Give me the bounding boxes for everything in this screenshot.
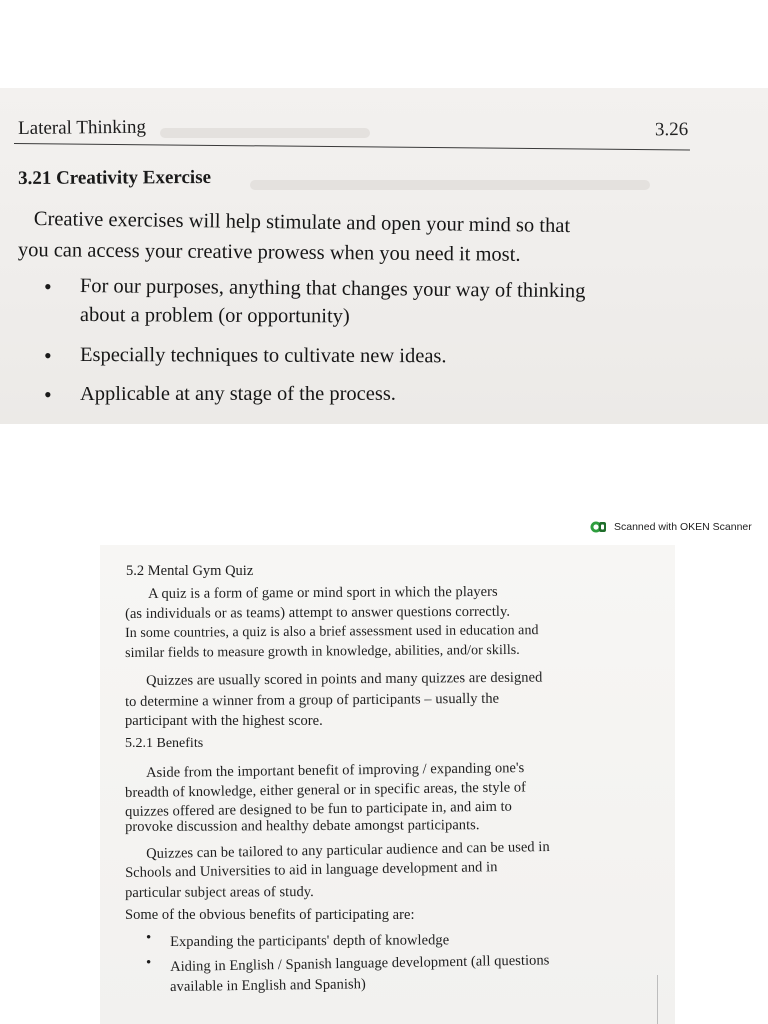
paragraph-line: Aside from the important benefit of improving / expanding one's (146, 760, 525, 781)
subsection-heading: 5.2.1 Benefits (125, 736, 204, 751)
top-scanned-page (0, 88, 768, 424)
paragraph-line: Quizzes are usually scored in points and many quizzes are designed (146, 669, 543, 689)
list-item: Expanding the participants' depth of knowledge (170, 932, 450, 950)
scanner-watermark (590, 518, 752, 536)
bullet-icon: • (44, 274, 52, 299)
bullet-item: Especially techniques to cultivate new ideas. (79, 344, 447, 368)
paragraph-line: Quizzes can be tailored to any particular audience and can be used in (146, 838, 550, 862)
intro-line: you can access your creative prowess when you need it most. (17, 239, 521, 266)
paragraph-line: breadth of knowledge, either general or in specific areas, the style of (125, 779, 527, 801)
paragraph-line: Schools and Universities to aid in language development and in (125, 859, 498, 881)
paragraph-line: provoke discussion and healthy debate amongst participants. (125, 817, 480, 835)
running-title: Lateral Thinking (18, 116, 147, 139)
scanner-label: Scanned with OKEN Scanner (614, 521, 752, 533)
intro-line: Creative exercises will help stimulate and open your mind so that (33, 208, 571, 238)
bullet-item-continued: about a problem (or opportunity) (79, 304, 350, 328)
list-item-continued: available in English and Spanish) (170, 976, 366, 995)
section-title: 3.21 Creativity Exercise (18, 166, 212, 189)
page-number: 3.26 (654, 118, 689, 141)
bullet-item: Applicable at any stage of the process. (80, 383, 396, 405)
paragraph-line: A quiz is a form of game or mind sport in which the players (148, 583, 498, 602)
paragraph-line: participant with the highest score. (125, 713, 323, 729)
paragraph-line: similar fields to measure growth in knowledge, abilities, and/or skills. (125, 642, 520, 661)
section-heading: 5.2 Mental Gym Quiz (126, 563, 254, 579)
bullet-icon: • (146, 955, 152, 971)
bullet-icon: • (146, 930, 152, 946)
paragraph-line: to determine a winner from a group of participants – usually the (125, 690, 500, 710)
list-intro: Some of the obvious benefits of participating are: (125, 907, 415, 923)
bullet-item: For our purposes, anything that changes your way of thinking (79, 275, 586, 303)
paragraph-line: (as individuals or as teams) attempt to answer questions correctly. (125, 603, 511, 622)
paragraph-line: particular subject areas of study. (125, 884, 314, 901)
oken-scanner-icon (590, 520, 608, 534)
paragraph-line: quizzes offered are designed to be fun to participate in, and aim to (125, 798, 513, 820)
bullet-icon: • (44, 343, 52, 368)
page-edge-line (657, 975, 658, 1024)
ink-bleed (250, 180, 650, 190)
bullet-icon: • (44, 382, 52, 407)
paragraph-line: In some countries, a quiz is also a brief assessment used in education and (125, 623, 539, 641)
bottom-scanned-page (100, 545, 675, 1024)
list-item: Aiding in English / Spanish language development (all questions (170, 952, 550, 975)
